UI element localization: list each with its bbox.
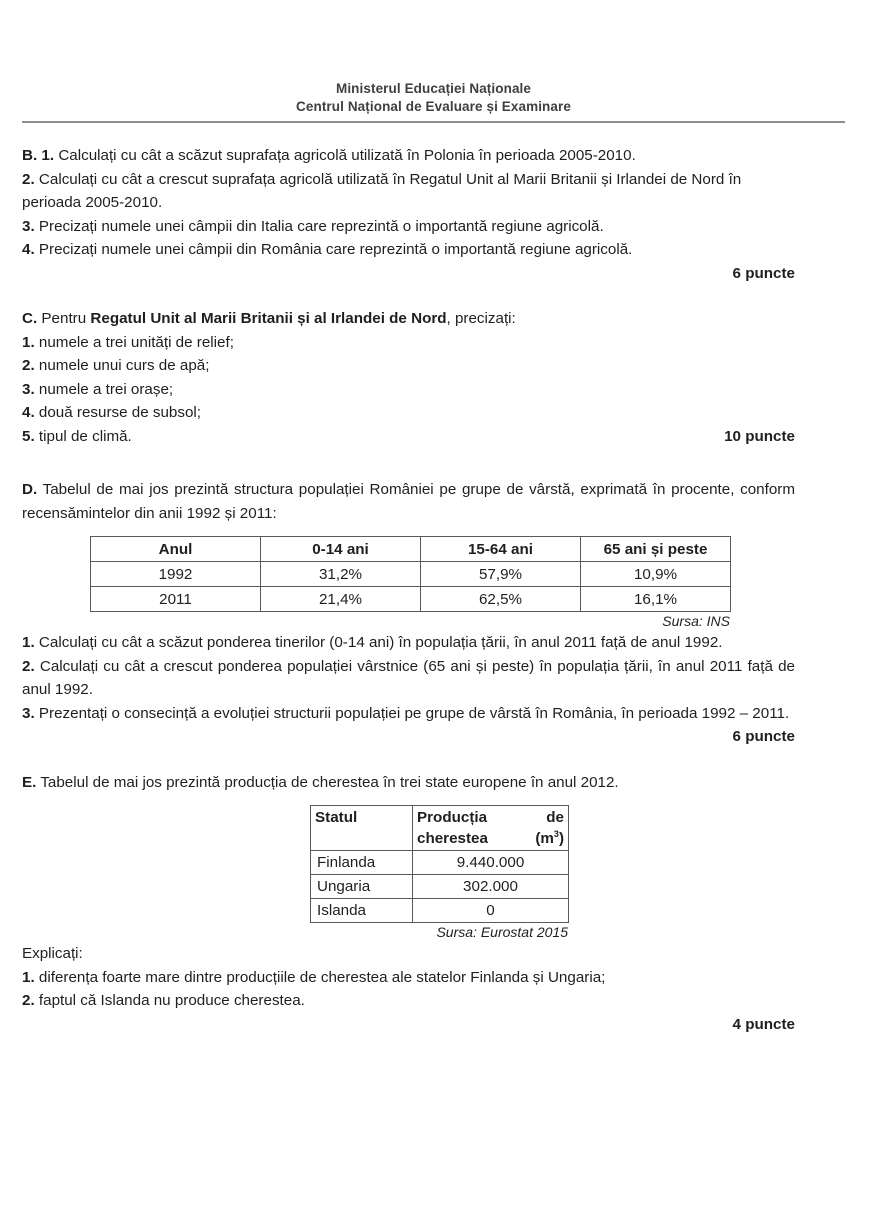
section-b-item-2 bbox=[22, 168, 795, 215]
section-c-item-2-text: numele unui curs de apă; bbox=[38, 357, 210, 374]
section-d-item-2-text: Calculați cu cât a crescut ponderea populației vârstnice (65 ani și peste) în populația țării, în anul 2011 față de anul 1992. bbox=[22, 657, 795, 698]
timber-production-table bbox=[310, 805, 569, 923]
section-c bbox=[22, 307, 795, 448]
section-e-explicati: Explicați: bbox=[22, 945, 83, 962]
section-d-item-2 bbox=[22, 655, 795, 702]
section-d-intro bbox=[22, 478, 795, 525]
section-b-item-3 bbox=[22, 215, 795, 239]
section-e bbox=[22, 771, 795, 1037]
table-e-header-line2-post: ) bbox=[558, 830, 564, 847]
section-b-item-4-text: Precizați numele unei câmpii din România care reprezintă o importantă regiune agricolă. bbox=[38, 241, 633, 258]
table-row bbox=[311, 875, 569, 899]
table-e-r2-c1: 0 bbox=[413, 899, 569, 923]
table-d-r0-c1: 31,2% bbox=[261, 562, 421, 587]
section-b-item-3-text: Precizați numele unei câmpii din Italia care reprezintă o importantă regiune agricolă. bbox=[38, 217, 604, 235]
section-b-item-2-number: 2. bbox=[22, 170, 35, 188]
table-e-header-statul: Statul bbox=[311, 806, 413, 851]
section-b-points: 6 puncte bbox=[732, 264, 795, 282]
section-d-intro-text: Tabelul de mai jos prezintă structura populației României pe grupe de vârstă, exprimată în procente, conform recensămintelor din anii 1992 și 2011: bbox=[22, 481, 795, 522]
table-e-header-line2-sup: 3 bbox=[553, 828, 559, 839]
spacer-before-table-d bbox=[22, 525, 795, 536]
table-e-container bbox=[310, 805, 568, 923]
section-c-item-2 bbox=[22, 354, 795, 378]
section-c-item-1 bbox=[22, 331, 795, 355]
table-e-header-line2-pre: cherestea (m bbox=[417, 830, 554, 847]
spacer-after-section-b bbox=[22, 285, 795, 307]
section-c-item-4-number: 4. bbox=[22, 404, 35, 421]
section-c-item-3-number: 3. bbox=[22, 380, 35, 398]
section-c-item-5 bbox=[22, 425, 795, 449]
section-c-lead-tail: , precizați: bbox=[446, 310, 516, 327]
section-c-label: C. bbox=[22, 310, 38, 327]
table-e-source: Sursa: Eurostat 2015 bbox=[436, 924, 568, 940]
table-row bbox=[311, 851, 569, 875]
section-c-item-5-text: tipul de climă. bbox=[38, 427, 132, 445]
section-c-lead-plain: Pentru bbox=[41, 310, 87, 327]
section-c-item-1-text: numele a trei unități de relief; bbox=[38, 333, 234, 351]
spacer-after-section-d bbox=[22, 749, 795, 771]
section-c-item-3 bbox=[22, 378, 795, 402]
section-b-item-2-text: Calculați cu cât a crescut suprafața agricolă utilizată în Regatul Unit al Marii Britanii și Irlandei de Nord în perioada 2005-2010. bbox=[22, 170, 742, 211]
section-b-label: B. 1. bbox=[22, 147, 55, 164]
section-e-label: E. bbox=[22, 773, 37, 791]
spacer-after-section-c bbox=[22, 448, 795, 478]
section-d-points: 6 puncte bbox=[732, 728, 795, 745]
spacer-before-table-e bbox=[22, 794, 795, 805]
section-d-item-3-text: Prezentați o consecință a evoluției structurii populației pe grupe de vârstă în România, în perioada 1992 – 2011. bbox=[38, 704, 790, 722]
section-e-item-1-number: 1. bbox=[22, 968, 35, 986]
section-d-item-1-number: 1. bbox=[22, 634, 35, 651]
document-header bbox=[22, 80, 845, 116]
section-c-lead-bold: Regatul Unit al Marii Britanii și al Irlandei de Nord bbox=[90, 310, 447, 327]
section-d-item-2-number: 2. bbox=[22, 657, 35, 675]
section-c-item-4 bbox=[22, 401, 795, 425]
table-d-r1-c3: 16,1% bbox=[581, 587, 731, 612]
section-c-item-3-text: numele a trei orașe; bbox=[38, 380, 174, 398]
table-e-r1-c1: 302.000 bbox=[413, 875, 569, 899]
table-d-container bbox=[90, 536, 730, 612]
section-e-intro-text: Tabelul de mai jos prezintă producția de cherestea în trei state europene în anul 2012. bbox=[40, 773, 619, 791]
section-e-item-2 bbox=[22, 989, 795, 1013]
section-b-item-4-number: 4. bbox=[22, 241, 35, 258]
table-row-header bbox=[311, 806, 569, 851]
section-c-item-2-number: 2. bbox=[22, 357, 35, 374]
table-d-header-0-14: 0-14 ani bbox=[261, 537, 421, 562]
section-c-points: 10 puncte bbox=[724, 427, 795, 445]
section-b-item-1 bbox=[22, 144, 795, 168]
section-d-item-1 bbox=[22, 631, 795, 655]
table-e-r0-c1: 9.440.000 bbox=[413, 851, 569, 875]
section-e-points: 4 puncte bbox=[732, 1015, 795, 1033]
section-d-item-3-number: 3. bbox=[22, 704, 35, 722]
section-e-item-2-number: 2. bbox=[22, 992, 35, 1009]
section-b-item-4 bbox=[22, 238, 795, 262]
header-divider bbox=[22, 121, 845, 123]
section-d bbox=[22, 478, 795, 749]
table-d-r1-c2: 62,5% bbox=[421, 587, 581, 612]
section-d-item-1-text: Calculați cu cât a scăzut ponderea tinerilor (0-14 ani) în populația țării, în anul 2011 față de anul 1992. bbox=[38, 634, 723, 651]
table-e-r0-c0: Finlanda bbox=[311, 851, 413, 875]
section-e-item-1 bbox=[22, 966, 795, 990]
section-c-lead bbox=[22, 307, 795, 331]
section-e-intro bbox=[22, 771, 795, 795]
table-e-r2-c0: Islanda bbox=[311, 899, 413, 923]
table-d-source: Sursa: INS bbox=[662, 613, 730, 629]
section-b-item-1-text: Calculați cu cât a scăzut suprafața agricolă utilizată în Polonia în perioada 2005-2010. bbox=[58, 147, 636, 164]
table-d-r1-c0: 2011 bbox=[91, 587, 261, 612]
table-e-r1-c0: Ungaria bbox=[311, 875, 413, 899]
section-d-label: D. bbox=[22, 481, 38, 498]
table-e-header-productie bbox=[413, 806, 569, 851]
header-ministry-line: Ministerul Educației Naționale bbox=[335, 81, 532, 96]
table-d-r0-c0: 1992 bbox=[91, 562, 261, 587]
table-d-header-anul: Anul bbox=[91, 537, 261, 562]
section-b bbox=[22, 144, 795, 285]
document-body bbox=[22, 144, 795, 1036]
section-e-item-1-text: diferența foarte mare dintre producțiile de cherestea ale statelor Finlanda și Ungaria; bbox=[38, 968, 606, 986]
table-row bbox=[311, 899, 569, 923]
header-center-line: Centrul Național de Evaluare și Examinare bbox=[296, 99, 571, 114]
table-e-header-line1: Producția de bbox=[417, 809, 564, 826]
table-row bbox=[91, 587, 731, 612]
table-d-header-15-64: 15-64 ani bbox=[421, 537, 581, 562]
table-d-r0-c3: 10,9% bbox=[581, 562, 731, 587]
table-d-r1-c1: 21,4% bbox=[261, 587, 421, 612]
table-d-header-65-plus: 65 ani și peste bbox=[581, 537, 731, 562]
section-c-item-5-number: 5. bbox=[22, 427, 35, 445]
section-c-item-1-number: 1. bbox=[22, 333, 35, 351]
section-c-item-4-text: două resurse de subsol; bbox=[38, 404, 202, 421]
population-structure-table bbox=[90, 536, 731, 612]
table-row bbox=[91, 562, 731, 587]
table-d-r0-c2: 57,9% bbox=[421, 562, 581, 587]
section-b-item-3-number: 3. bbox=[22, 217, 35, 235]
table-row-header bbox=[91, 537, 731, 562]
section-e-item-2-text: faptul că Islanda nu produce cherestea. bbox=[38, 992, 305, 1009]
section-d-item-3 bbox=[22, 702, 795, 726]
